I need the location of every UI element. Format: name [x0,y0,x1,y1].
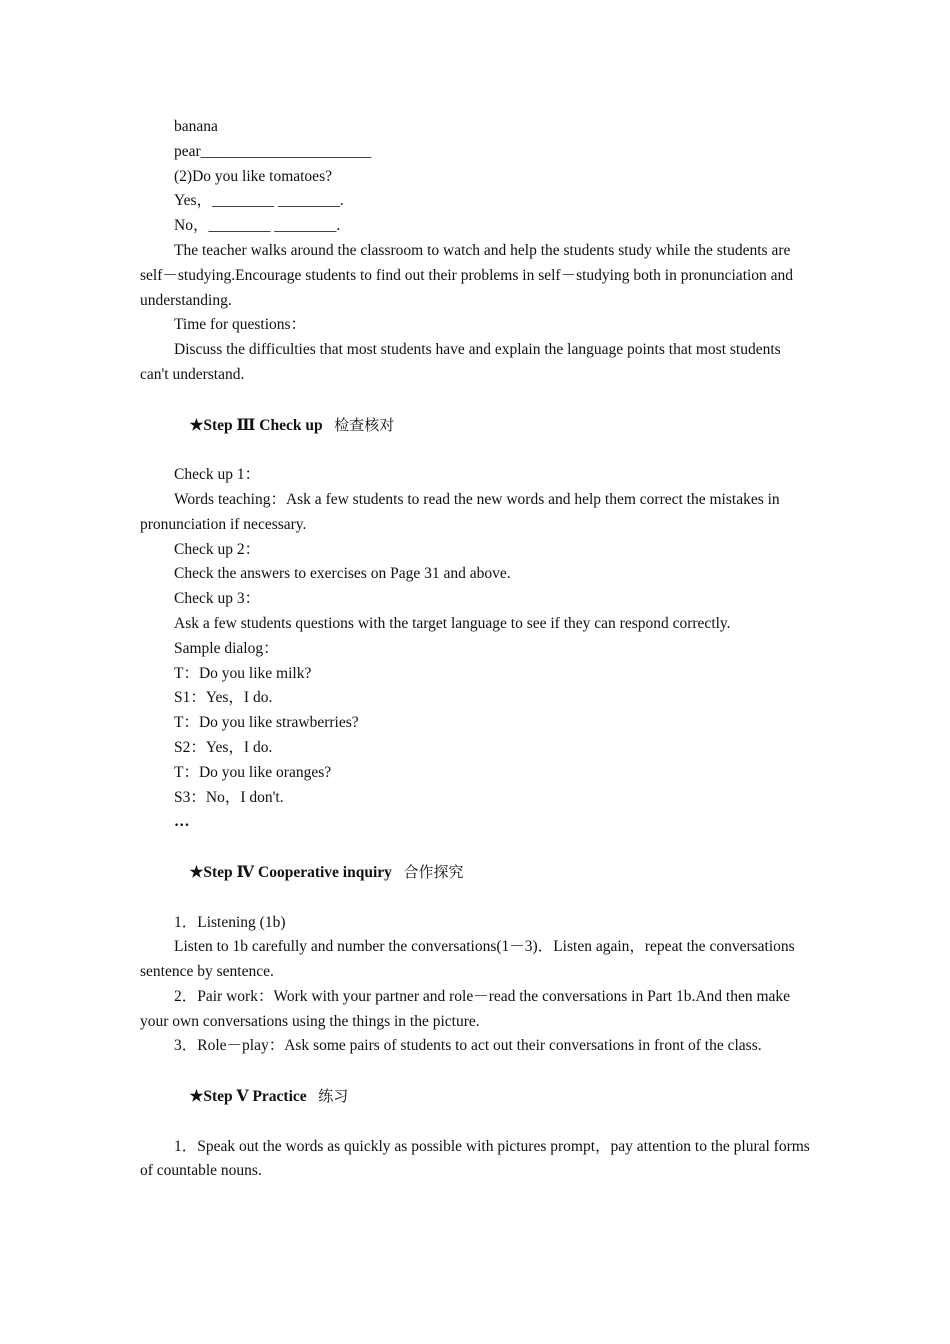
step-4-title: ★Step Ⅳ Cooperative inquiry [189,863,392,881]
sample-dialog-label: Sample dialog： [174,639,279,657]
check-up-3: Check up 3： [174,590,261,608]
dialog-line: S1：Yes，I do. [174,689,273,707]
check-answers: Check the answers to exercises on Page 31 and above. [174,565,511,583]
answer-line-banana: banana [174,118,218,135]
answer-line-pear: pear______________________ [174,142,372,160]
step-3-chinese: 检查核对 [334,415,395,434]
listening-item: 1．Listening (1b) [174,913,286,931]
step-5-heading [140,1059,812,1134]
paragraph-speak-out: 1．Speak out the words as quickly as possible with pictures prompt，pay attention to the plural forms of countable nouns. [140,1137,814,1180]
dialog-line: S2：Yes，I do. [174,738,273,756]
paragraph-self-study: The teacher walks around the classroom to watch and help the students study while the students are self－studying.Encourage students to find out their problems in self－studying both in pronunciation and understanding. [140,241,797,309]
step-4-chinese: 合作探究 [403,862,464,881]
paragraph-listen: Listen to 1b carefully and number the conversations(1－3)．Listen again，repeat the conversations sentence by sentence. [140,938,799,981]
answer-no: No，________ ________. [174,217,341,235]
step-5-title: ★Step Ⅴ Practice [189,1088,307,1106]
step-5-chinese: 练习 [318,1087,349,1106]
step-3-heading [140,388,812,463]
step-3-title: ★Step Ⅲ Check up [189,416,323,434]
dialog-line: T：Do you like milk? [174,664,312,682]
paragraph-pair-work: 2．Pair work：Work with your partner and role－read the conversations in Part 1b.And then make your own conversations using the things in the picture. [140,987,794,1030]
paragraph-difficulties: Discuss the difficulties that most students have and explain the language points that most students can't understand. [140,341,785,383]
time-for-questions: Time for questions： [174,316,307,334]
answer-yes: Yes，________ ________. [174,192,344,210]
question-tomatoes: (2)Do you like tomatoes? [174,167,332,185]
step-4-heading [140,835,812,910]
paragraph-words-teaching: Words teaching：Ask a few students to read the new words and help them correct the mistakes in pronunciation if necessary. [140,490,784,533]
document-page [140,115,812,1184]
ellipsis: … [174,813,190,831]
dialog-line: T：Do you like strawberries? [174,714,359,732]
ask-questions: Ask a few students questions with the target language to see if they can respond correctly. [174,614,731,632]
check-up-1: Check up 1： [174,466,261,484]
check-up-2: Check up 2： [174,540,261,558]
dialog-line: T：Do you like oranges? [174,763,332,781]
dialog-line: S3：No，I don't. [174,788,284,806]
paragraph-role-play: 3．Role－play：Ask some pairs of students to act out their conversations in front of the class. [174,1037,762,1055]
